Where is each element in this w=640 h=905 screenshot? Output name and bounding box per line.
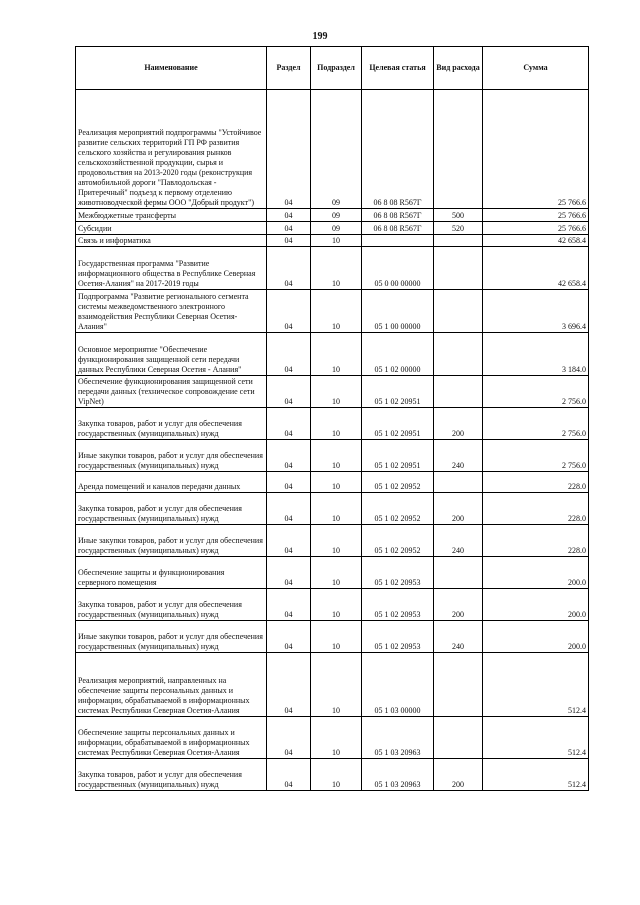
row-subsection: 10 <box>311 759 362 791</box>
header-section: Раздел <box>267 47 311 90</box>
row-section: 04 <box>267 621 311 653</box>
row-section: 04 <box>267 290 311 333</box>
row-section: 04 <box>267 717 311 759</box>
table-row <box>76 235 589 247</box>
row-sum: 228.0 <box>483 493 589 525</box>
row-target-article: 05 1 02 20953 <box>362 557 434 589</box>
row-sum: 228.0 <box>483 525 589 557</box>
row-sum: 25 766.6 <box>483 209 589 222</box>
row-expense-type: 520 <box>434 222 483 235</box>
row-expense-type <box>434 653 483 717</box>
row-sum: 2 756.0 <box>483 408 589 440</box>
table-row <box>76 557 589 589</box>
row-section: 04 <box>267 376 311 408</box>
table-row <box>76 589 589 621</box>
row-name: Обеспечение защиты персональных данных и информации, обрабатываемой в информационных системах Республики Северная Осетия-Алания <box>76 717 267 759</box>
row-subsection: 10 <box>311 621 362 653</box>
row-subsection: 10 <box>311 235 362 247</box>
row-sum: 200.0 <box>483 621 589 653</box>
row-name: Закупка товаров, работ и услуг для обеспечения государственных (муниципальных) нужд <box>76 408 267 440</box>
row-expense-type <box>434 472 483 493</box>
table-row <box>76 440 589 472</box>
row-expense-type: 200 <box>434 408 483 440</box>
table-row <box>76 90 589 209</box>
row-target-article: 05 1 03 20963 <box>362 759 434 791</box>
table-row <box>76 472 589 493</box>
row-target-article: 05 1 02 20953 <box>362 621 434 653</box>
row-sum: 512.4 <box>483 759 589 791</box>
row-subsection: 10 <box>311 290 362 333</box>
row-target-article: 05 1 02 20951 <box>362 440 434 472</box>
row-subsection: 10 <box>311 525 362 557</box>
table-row <box>76 759 589 791</box>
row-section: 04 <box>267 247 311 290</box>
row-expense-type: 240 <box>434 525 483 557</box>
row-expense-type <box>434 717 483 759</box>
table-row <box>76 408 589 440</box>
table-row <box>76 493 589 525</box>
row-target-article: 06 8 08 R567Г <box>362 222 434 235</box>
row-target-article: 05 1 02 20951 <box>362 376 434 408</box>
row-subsection: 10 <box>311 247 362 290</box>
row-name: Реализация мероприятий, направленных на обеспечение защиты персональных данных и информации, обрабатываемой в информационных системах Республики Северная Осетия-Алания <box>76 653 267 717</box>
table-row <box>76 222 589 235</box>
row-subsection: 10 <box>311 717 362 759</box>
row-expense-type <box>434 376 483 408</box>
row-sum: 228.0 <box>483 472 589 493</box>
row-sum: 200.0 <box>483 557 589 589</box>
row-name: Связь и информатика <box>76 235 267 247</box>
table-row <box>76 247 589 290</box>
row-target-article: 05 1 03 20963 <box>362 717 434 759</box>
row-subsection: 10 <box>311 440 362 472</box>
row-section: 04 <box>267 408 311 440</box>
row-section: 04 <box>267 493 311 525</box>
row-name: Иные закупки товаров, работ и услуг для обеспечения государственных (муниципальных) нужд <box>76 621 267 653</box>
header-subsection: Подраздел <box>311 47 362 90</box>
row-expense-type: 500 <box>434 209 483 222</box>
table-row <box>76 333 589 376</box>
row-sum: 3 184.0 <box>483 333 589 376</box>
row-target-article: 05 0 00 00000 <box>362 247 434 290</box>
row-sum: 42 658.4 <box>483 247 589 290</box>
table-row <box>76 525 589 557</box>
row-sum: 2 756.0 <box>483 440 589 472</box>
row-name: Реализация мероприятий подпрограммы "Устойчивое развитие сельских территорий ГП РФ развития сельского хозяйства и регулирования рынков сельскохозяйственной продукции, сырья и продовольствия на 2013-2020 годы (реконструкция автомобильной дороги "Павлодольская - Притеречный" подъезд к первому отделению животноводческой фермы ООО "Добрый продукт") <box>76 90 267 209</box>
row-subsection: 10 <box>311 376 362 408</box>
row-subsection: 10 <box>311 493 362 525</box>
table-row <box>76 621 589 653</box>
row-section: 04 <box>267 525 311 557</box>
row-target-article: 06 8 08 R567Г <box>362 90 434 209</box>
row-section: 04 <box>267 222 311 235</box>
row-subsection: 10 <box>311 472 362 493</box>
header-expense-type: Вид расхода <box>434 47 483 90</box>
row-name: Подпрограмма "Развитие регионального сегмента системы межведомственного электронного взаимодействия Республики Северная Осетия-Алания" <box>76 290 267 333</box>
row-target-article <box>362 235 434 247</box>
page-number: 199 <box>312 31 328 42</box>
row-sum: 3 696.4 <box>483 290 589 333</box>
row-target-article: 05 1 02 20953 <box>362 589 434 621</box>
row-expense-type: 240 <box>434 440 483 472</box>
row-expense-type: 200 <box>434 493 483 525</box>
row-section: 04 <box>267 90 311 209</box>
row-target-article: 05 1 02 20952 <box>362 472 434 493</box>
table-row <box>76 717 589 759</box>
row-sum: 200.0 <box>483 589 589 621</box>
row-name: Субсидии <box>76 222 267 235</box>
row-expense-type <box>434 90 483 209</box>
table-row <box>76 376 589 408</box>
row-section: 04 <box>267 653 311 717</box>
row-expense-type <box>434 333 483 376</box>
row-expense-type <box>434 247 483 290</box>
row-name: Государственная программа "Развитие информационного общества в Республике Северная Осетия-Алания" на 2017-2019 годы <box>76 247 267 290</box>
row-target-article: 05 1 02 20951 <box>362 408 434 440</box>
row-subsection: 09 <box>311 90 362 209</box>
table-row <box>76 290 589 333</box>
row-sum: 42 658.4 <box>483 235 589 247</box>
row-subsection: 09 <box>311 222 362 235</box>
row-name: Аренда помещений и каналов передачи данных <box>76 472 267 493</box>
row-name: Закупка товаров, работ и услуг для обеспечения государственных (муниципальных) нужд <box>76 493 267 525</box>
table-row <box>76 653 589 717</box>
row-subsection: 09 <box>311 209 362 222</box>
row-target-article: 05 1 02 20952 <box>362 525 434 557</box>
row-target-article: 05 1 00 00000 <box>362 290 434 333</box>
row-name: Закупка товаров, работ и услуг для обеспечения государственных (муниципальных) нужд <box>76 759 267 791</box>
row-sum: 25 766.6 <box>483 90 589 209</box>
row-section: 04 <box>267 209 311 222</box>
row-name: Закупка товаров, работ и услуг для обеспечения государственных (муниципальных) нужд <box>76 589 267 621</box>
row-name: Иные закупки товаров, работ и услуг для обеспечения государственных (муниципальных) нужд <box>76 440 267 472</box>
row-section: 04 <box>267 440 311 472</box>
row-target-article: 05 1 03 00000 <box>362 653 434 717</box>
row-expense-type: 200 <box>434 759 483 791</box>
row-section: 04 <box>267 235 311 247</box>
row-name: Иные закупки товаров, работ и услуг для обеспечения государственных (муниципальных) нужд <box>76 525 267 557</box>
row-expense-type <box>434 557 483 589</box>
row-section: 04 <box>267 557 311 589</box>
table-row <box>76 209 589 222</box>
table-header-row <box>76 47 589 90</box>
row-subsection: 10 <box>311 557 362 589</box>
row-target-article: 06 8 08 R567Г <box>362 209 434 222</box>
row-subsection: 10 <box>311 653 362 717</box>
row-sum: 2 756.0 <box>483 376 589 408</box>
row-target-article: 05 1 02 20952 <box>362 493 434 525</box>
row-name: Обеспечение защиты и функционирования серверного помещения <box>76 557 267 589</box>
row-name: Обеспечение функционирования защищенной сети передачи данных (техническое сопровождение сети VipNet) <box>76 376 267 408</box>
row-sum: 25 766.6 <box>483 222 589 235</box>
row-target-article: 05 1 02 00000 <box>362 333 434 376</box>
row-expense-type: 200 <box>434 589 483 621</box>
row-subsection: 10 <box>311 408 362 440</box>
row-name: Основное мероприятие "Обеспечение функционирования защищенной сети передачи данных Республики Северная Осетия - Алания" <box>76 333 267 376</box>
budget-table <box>75 46 589 791</box>
row-sum: 512.4 <box>483 653 589 717</box>
row-expense-type <box>434 290 483 333</box>
row-section: 04 <box>267 759 311 791</box>
row-subsection: 10 <box>311 333 362 376</box>
row-sum: 512.4 <box>483 717 589 759</box>
header-name: Наименование <box>76 47 267 90</box>
row-section: 04 <box>267 333 311 376</box>
header-sum: Сумма <box>483 47 589 90</box>
row-section: 04 <box>267 589 311 621</box>
header-target-article: Целевая статья <box>362 47 434 90</box>
row-name: Межбюджетные трансферты <box>76 209 267 222</box>
row-section: 04 <box>267 472 311 493</box>
row-subsection: 10 <box>311 589 362 621</box>
row-expense-type: 240 <box>434 621 483 653</box>
row-expense-type <box>434 235 483 247</box>
